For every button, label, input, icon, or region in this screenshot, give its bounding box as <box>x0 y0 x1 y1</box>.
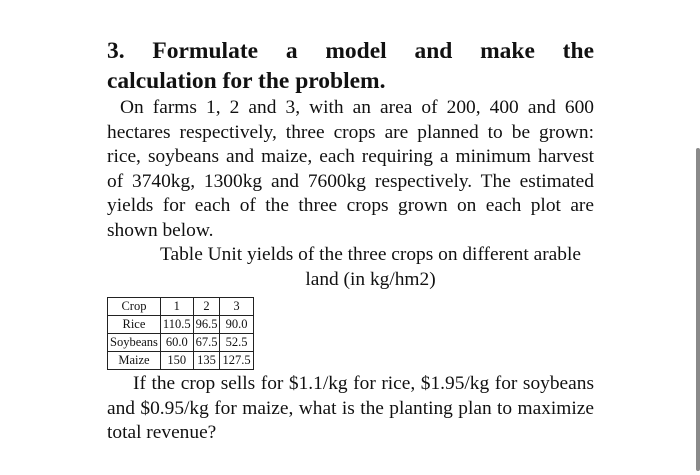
problem-document <box>107 36 594 446</box>
table-caption: Table Unit yields of the three crops on different arable land (in kg/hm2) <box>160 244 581 290</box>
table-row <box>108 352 254 370</box>
problem-heading <box>107 36 594 96</box>
table-cell: 110.5 <box>160 316 193 334</box>
table-cell: Soybeans <box>108 334 161 352</box>
heading-line-2: calculation for the problem. <box>107 68 386 94</box>
table-row <box>108 316 254 334</box>
table-cell: 96.5 <box>193 316 220 334</box>
table-cell: 60.0 <box>160 334 193 352</box>
problem-number: 3. <box>107 38 125 64</box>
table-row <box>108 334 254 352</box>
table-cell: 90.0 <box>220 316 253 334</box>
table-header-cell: 3 <box>220 298 253 316</box>
table-cell: 127.5 <box>220 352 253 370</box>
problem-paragraph-2: If the crop sells for $1.1/kg for rice, $1.95/kg for soybeans and $0.95/kg for maize, what is the planting plan to maximize total revenue? <box>107 373 594 443</box>
yield-table <box>107 297 254 370</box>
table-cell: 52.5 <box>220 334 253 352</box>
table-header-row <box>108 298 254 316</box>
table-header-cell: 1 <box>160 298 193 316</box>
problem-paragraph-1: On farms 1, 2 and 3, with an area of 200, 400 and 600 hectares respectively, three crops are planned to be grown: rice, soybeans and maize, each requiring a minimum harvest of 3740kg, 1300kg and 7600kg respectively. The estimated yields for each of the three crops grown on each plot are shown below. <box>107 97 594 241</box>
heading-word: and <box>414 38 453 64</box>
heading-word: make <box>480 38 535 64</box>
table-header-cell: Crop <box>108 298 161 316</box>
table-cell: Maize <box>108 352 161 370</box>
heading-word: Formulate <box>152 38 259 64</box>
table-cell: 135 <box>193 352 220 370</box>
table-cell: 150 <box>160 352 193 370</box>
heading-word: model <box>325 38 387 64</box>
table-cell: 67.5 <box>193 334 220 352</box>
heading-word: a <box>285 38 298 64</box>
table-cell: Rice <box>108 316 161 334</box>
table-header-cell: 2 <box>193 298 220 316</box>
vertical-scrollbar[interactable] <box>696 148 700 471</box>
heading-word: the <box>562 38 594 64</box>
